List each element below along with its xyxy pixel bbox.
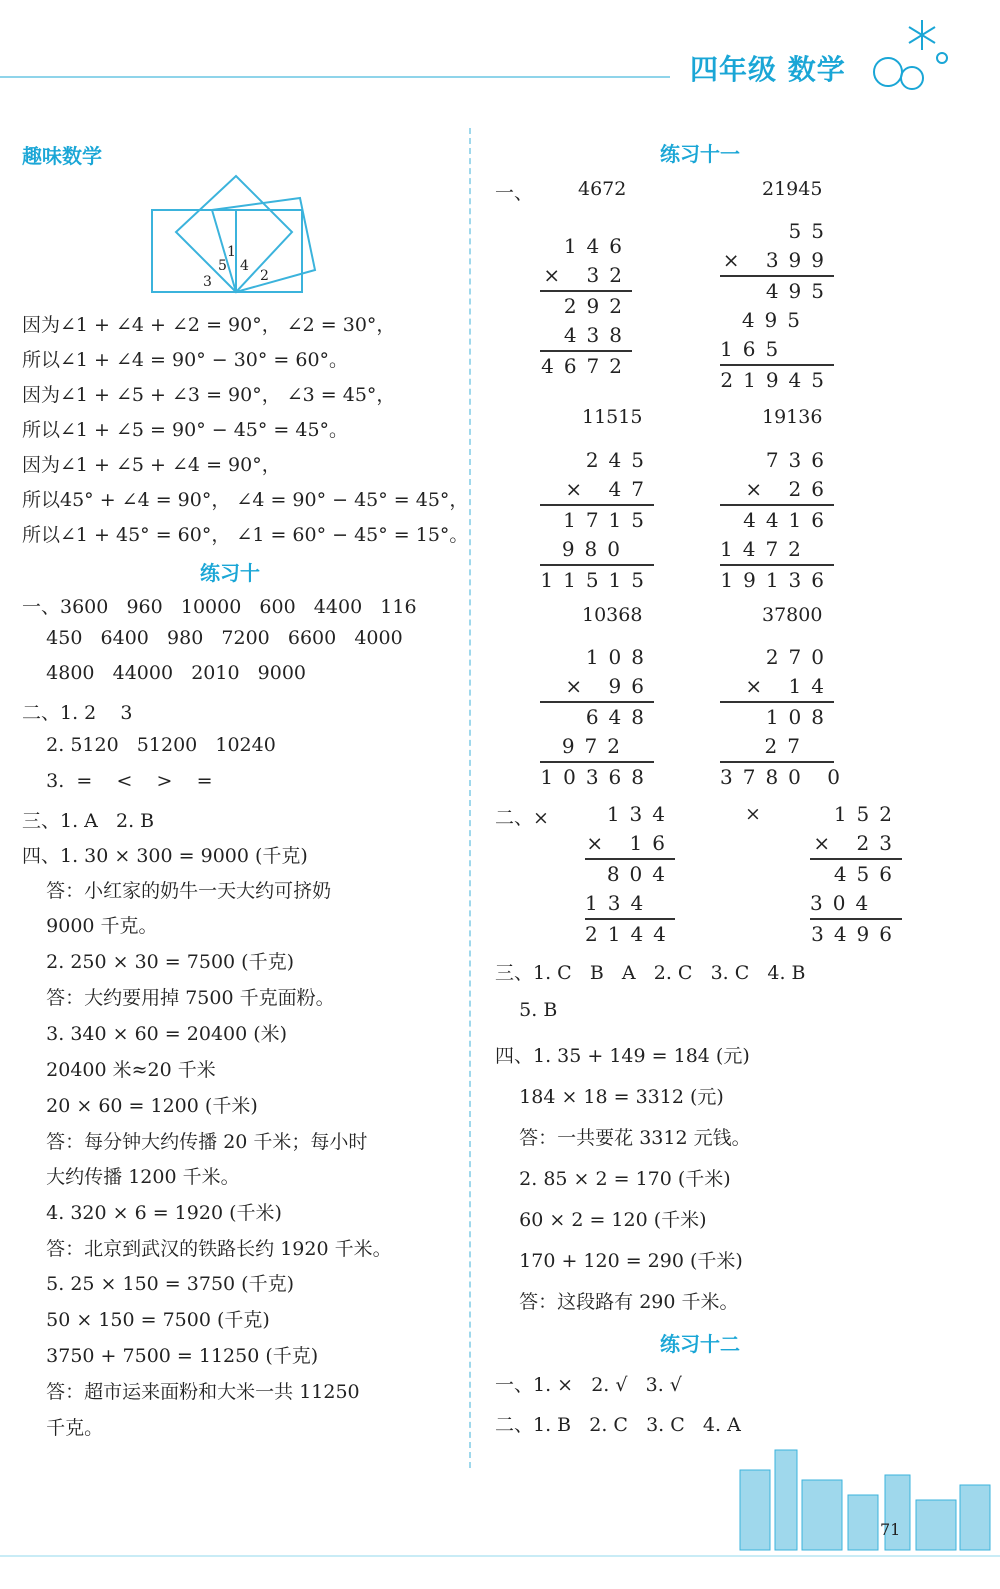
text-line: 184 × 18 = 3312 (元) — [495, 1086, 724, 1108]
vertical-multiplication — [720, 446, 834, 595]
mult-row: 1472 — [720, 537, 811, 561]
mult-answer: 21945 — [762, 178, 823, 200]
text-line: 大约传播 1200 千米。 — [22, 1166, 240, 1188]
text-line: 一、3600 960 10000 600 4400 116 — [22, 596, 417, 618]
text-line: 4800 44000 2010 9000 — [22, 662, 307, 684]
text-line: 20400 米≈20 千米 — [22, 1059, 216, 1081]
mult-row: × 14 — [745, 674, 834, 698]
vertical-multiplication — [810, 800, 902, 949]
text-line: 3750 + 7500 = 11250 (千克) — [22, 1345, 319, 1367]
text-line: 2. 5120 51200 10240 — [22, 734, 276, 756]
mult-row: 980 — [561, 537, 630, 561]
mult-row: 134 — [585, 891, 654, 915]
text-line: 答：超市运来面粉和大米一共 11250 — [22, 1381, 360, 1403]
text-line: 答：北京到武汉的铁路长约 1920 千米。 — [22, 1238, 392, 1260]
page-number: 71 — [880, 1520, 901, 1539]
mult-row: 648 — [540, 701, 654, 732]
mult-row: 1715 — [540, 504, 654, 535]
mult-row: 495 — [741, 308, 810, 332]
mult-answer: 4672 — [578, 178, 627, 200]
mult-row: 19136 — [720, 564, 834, 595]
mult-row: 456 — [810, 858, 902, 889]
mult-row: × 23 — [813, 831, 902, 855]
text-line: 答：每分钟大约传播 20 千米；每小时 — [22, 1131, 368, 1153]
mult-row: × 47 — [565, 477, 654, 501]
vertical-multiplication — [540, 446, 654, 595]
snowflake-bubbles-icon — [862, 14, 952, 94]
text-line: 二、1. 2 3 — [22, 702, 133, 724]
mult-row: 304 — [810, 891, 879, 915]
part-label: 二、× — [495, 807, 549, 829]
mult-row: × 399 — [722, 248, 834, 272]
text-line: 四、1. 35 + 149 = 184 (元) — [495, 1045, 750, 1067]
text-line: 因为∠1 + ∠5 + ∠4 = 90°， — [22, 454, 281, 476]
angle-label-1: 1 — [227, 244, 236, 260]
text-line: 2. 250 × 30 = 7500 (千克) — [22, 951, 294, 973]
text-line: 二、1. B 2. C 3. C 4. A — [495, 1414, 741, 1436]
mult-answer: 37800 — [762, 604, 823, 626]
text-line: 3. 340 × 60 = 20400 (米) — [22, 1023, 288, 1045]
text-line: 答：大约要用掉 7500 千克面粉。 — [22, 987, 335, 1009]
city-skyline-icon — [720, 1440, 1000, 1555]
mult-row: 972 — [561, 734, 630, 758]
text-line: 60 × 2 = 120 (千米) — [495, 1209, 707, 1231]
mult-row: 804 — [585, 858, 675, 889]
mult-row: 4416 — [720, 504, 834, 535]
mult-row: 134 — [606, 802, 675, 826]
wrong-mark: × — [745, 803, 761, 825]
column-divider — [469, 128, 471, 1468]
vertical-multiplication — [585, 800, 675, 949]
mult-row: 736 — [765, 448, 834, 472]
text-line: 5. 25 × 150 = 3750 (千克) — [22, 1273, 294, 1295]
text-line: 答：一共要花 3312 元钱。 — [495, 1127, 751, 1149]
mult-answer: 10368 — [582, 604, 643, 626]
text-line: 因为∠1 + ∠4 + ∠2 = 90°， ∠2 = 30°， — [22, 314, 396, 336]
vertical-multiplication — [540, 643, 654, 792]
text-line: 所以∠1 + ∠5 = 90° − 45° = 45°。 — [22, 419, 349, 441]
text-line: 答：这段路有 290 千米。 — [495, 1291, 739, 1313]
mult-row: 292 — [540, 290, 632, 321]
text-line: 三、1. C B A 2. C 3. C 4. B — [495, 962, 806, 984]
mult-row: × 96 — [565, 674, 654, 698]
text-line: 4. 320 × 6 = 1920 (千米) — [22, 1202, 282, 1224]
mult-row: 27 — [764, 734, 810, 758]
text-line: 5. B — [495, 999, 558, 1021]
text-line: 所以∠1 + 45° = 60°， ∠1 = 60° − 45° = 15°。 — [22, 524, 469, 546]
mult-row: 21945 — [720, 364, 834, 395]
mult-row: 270 — [765, 645, 834, 669]
mult-row: × 16 — [586, 831, 675, 855]
text-line: 因为∠1 + ∠5 + ∠3 = 90°， ∠3 = 45°， — [22, 384, 396, 406]
text-line: 20 × 60 = 1200 (千米) — [22, 1095, 258, 1117]
text-line: 所以∠1 + ∠4 = 90° − 30° = 60°。 — [22, 349, 349, 371]
text-line: 9000 千克。 — [22, 915, 158, 937]
mult-row: × 26 — [745, 477, 834, 501]
mult-row: 11515 — [540, 564, 654, 595]
text-line: 四、1. 30 × 300 = 9000 (千克) — [22, 845, 308, 867]
mult-row: 245 — [585, 448, 654, 472]
mult-row: 146 — [563, 234, 632, 258]
mult-row: 438 — [563, 323, 632, 347]
text-line: 千克。 — [22, 1417, 104, 1439]
page-header-title: 四年级 数学 — [690, 53, 846, 86]
text-line: 2. 85 × 2 = 170 (千米) — [495, 1168, 731, 1190]
mult-row: 10368 — [540, 761, 654, 792]
mult-row: 152 — [833, 802, 902, 826]
mult-row: 108 — [720, 701, 834, 732]
mult-row: 165 — [720, 337, 789, 361]
mult-row: 3496 — [810, 918, 902, 949]
angle-label-4: 4 — [240, 258, 249, 274]
text-line: 三、1. A 2. B — [22, 810, 155, 832]
section-title-exercise-12: 练习十二 — [660, 1332, 740, 1356]
mult-row: 495 — [720, 275, 834, 306]
mult-row: 4672 — [540, 350, 632, 381]
text-line: 答：小红家的奶牛一天大约可挤奶 — [22, 880, 332, 902]
section-title-exercise-11: 练习十一 — [660, 142, 740, 166]
vertical-multiplication — [720, 643, 850, 792]
angle-label-3: 3 — [203, 274, 212, 290]
text-line: 一、1. × 2. √ 3. √ — [495, 1374, 682, 1396]
text-line: 3. = < > = — [22, 770, 213, 792]
text-line: 所以45° + ∠4 = 90°， ∠4 = 90° − 45° = 45°， — [22, 489, 469, 511]
angle-figure — [150, 172, 325, 297]
mult-row: 2144 — [585, 918, 675, 949]
mult-row: 55 — [788, 219, 834, 243]
text-line: 50 × 150 = 7500 (千克) — [22, 1309, 270, 1331]
section-title-fun-math: 趣味数学 — [22, 144, 102, 168]
section-title-exercise-10: 练习十 — [200, 561, 260, 585]
vertical-multiplication — [540, 232, 632, 381]
text-line: 450 6400 980 7200 6600 4000 — [22, 627, 403, 649]
text-line: 170 + 120 = 290 (千米) — [495, 1250, 743, 1272]
angle-label-2: 2 — [260, 268, 269, 284]
mult-row: 108 — [585, 645, 654, 669]
mult-row: × 32 — [543, 263, 632, 287]
part-label: 一、 — [495, 182, 534, 204]
footer-rule — [0, 1555, 1000, 1557]
vertical-multiplication — [720, 217, 834, 395]
header-rule — [0, 76, 670, 78]
mult-row: 3780 0 — [720, 761, 834, 792]
mult-answer: 19136 — [762, 406, 823, 428]
angle-label-5: 5 — [218, 258, 227, 274]
mult-answer: 11515 — [582, 406, 643, 428]
